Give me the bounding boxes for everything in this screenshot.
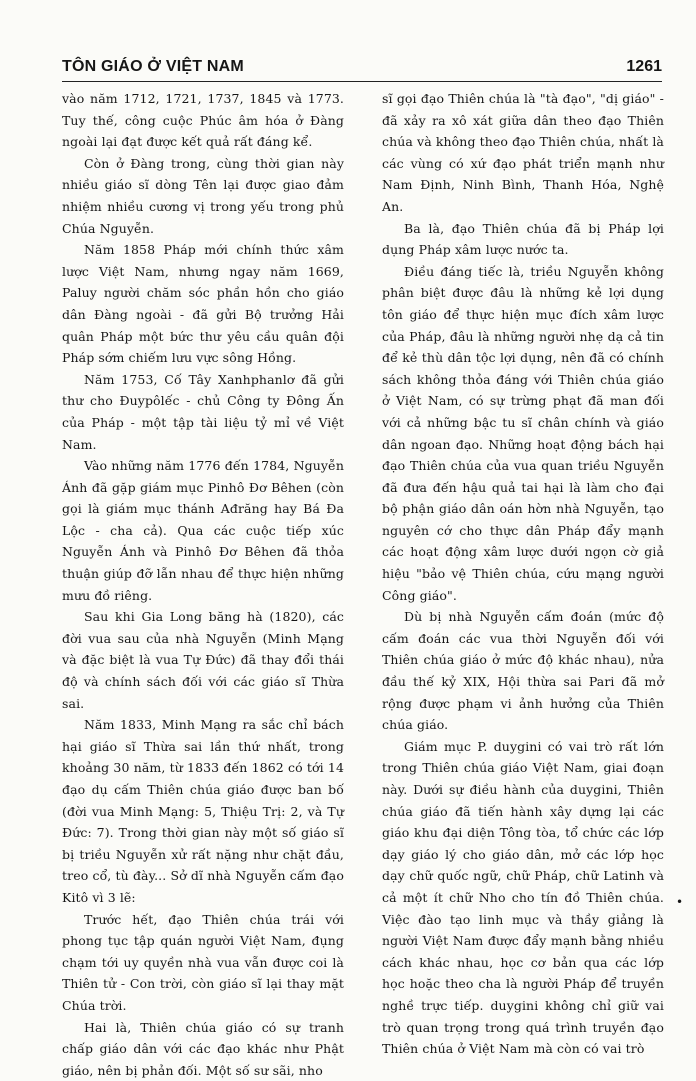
paragraph: Vào những năm 1776 đến 1784, Nguyễn Ánh đã gặp giám mục Pinhô Đơ Bêhen (còn gọi là giám mục thánh Ađrăng hay Bá Đa Lộc - cha cả). Qua các cuộc tiếp xúc Nguyễn Ánh và Pinhô Đơ Bêhen đã thỏa thuận giúp đỡ lẫn nhau để thực hiện những mưu đồ riêng. [62,458,344,603]
paragraph: Còn ở Đàng trong, cùng thời gian này nhiều giáo sĩ dòng Tên lại được giao đảm nhiệm nhiều cương vị trong yếu trong phủ Chúa Nguyễn. [62,155,344,236]
paragraph: sĩ gọi đạo Thiên chúa là "tà đạo", "dị giáo" - đã xảy ra xô xát giữa dân theo đạo Thiên chúa và không theo đạo Thiên chúa, nhất là các vùng có xứ đạo phát triển mạnh như Nam Định, Ninh Bình, Thanh Hóa, Nghệ An. [382,91,664,214]
page-number: 1261 [626,58,662,75]
running-header [62,54,662,80]
paragraph: Năm 1753, Cố Tây Xanhphanlơ đã gửi thư cho Đuypôlếc - chủ Công ty Đông Ấn của Pháp - một tập tài liệu tỷ mỉ về Việt Nam. [62,371,344,452]
header-rule [62,81,662,82]
paragraph: Năm 1833, Minh Mạng ra sắc chỉ bách hại giáo sĩ Thừa sai lần thứ nhất, trong khoảng 30 năm, từ 1833 đến 1862 có tới 14 đạo dụ cấm Thiên chúa giáo được ban bố (đời vua Minh Mạng: 5, Thiệu Trị: 2, và Tự Đức: 7). Trong thời gian này một số giáo sĩ bị triều Nguyễn xử rất nặng như chặt đầu, treo cổ, tù đày... Sở dĩ nhà Nguyễn cấm đạo Kitô vì 3 lẽ: [62,717,344,905]
paragraph: Sau khi Gia Long băng hà (1820), các đời vua sau của nhà Nguyễn (Minh Mạng và đặc biệt là vua Tự Đức) đã thay đổi thái độ và chính sách đối với các giáo sĩ Thừa sai. [62,609,344,711]
paragraph: Trước hết, đạo Thiên chúa trái với phong tục tập quán người Việt Nam, đụng chạm tới uy quyền nhà vua vẫn được coi là Thiên tử - Con trời, còn giáo sĩ lại thay mặt Chúa trời. [62,911,344,1013]
paragraph: Giám mục P. duygini có vai trò rất lớn trong Thiên chúa giáo Việt Nam, giai đoạn này. Dưới sự điều hành của duygini, Thiên chúa giáo đã tiến hành xây dựng lại các giáo khu đại diện Tông tòa, tổ chức các lớp dạy giáo lý cho giáo dân, mở các lớp học dạy chữ quốc ngữ, chữ Pháp, chữ Latinh và cả một ít chữ Nho cho tín đồ Thiên chúa. Việc đào tạo linh mục và thầy giảng là người Việt Nam được đẩy mạnh bằng nhiều cách khác nhau, học cơ bản qua các lớp học hoặc theo cha là người Pháp để truyền nghề trực tiếp. duygini không chỉ giữ vai trò quan trọng trong quá trình truyền đạo Thiên chúa ở Việt Nam mà còn có vai trò [382,738,664,1057]
paragraph: Hai là, Thiên chúa giáo có sự tranh chấp giáo dân với các đạo khác như Phật giáo, nên bị phản đối. Một số sư sãi, nho [62,1019,344,1078]
margin-dot: • [676,895,684,909]
paragraph: Năm 1858 Pháp mới chính thức xâm lược Việt Nam, nhưng ngay năm 1669, Paluy người chăm sóc phần hồn cho giáo dân Đàng ngoài - đã gửi Bộ trưởng Hải quân Pháp một bức thư yêu cầu quân đội Pháp sớm chiếm lưu vực sông Hồng. [62,242,344,366]
left-column [62,88,344,1078]
paragraph: Điều đáng tiếc là, triều Nguyễn không phân biệt được đâu là những kẻ lợi dụng tôn giáo để thực hiện mục đích xâm lược của Pháp, đâu là những người nhẹ dạ cả tin để kẻ thù dân tộc lợi dụng, nên đã có chính sách không thỏa đáng với Thiên chúa giáo ở Việt Nam, có sự trừng phạt đã man đối với cả những bậc tu sĩ chân chính và giáo dân ngoan đạo. Những hoạt động bách hại đạo Thiên chúa của vua quan triều Nguyễn đã đưa đến hậu quả tai hại là làm cho đại bộ phận giáo dân oán hờn nhà Nguyễn, tạo nguyên cớ cho thực dân Pháp đẩy mạnh các hoạt động xâm lược dưới ngọn cờ giả hiệu "bảo vệ Thiên chúa, cứu mạng người Công giáo". [382,263,664,603]
paragraph: vào năm 1712, 1721, 1737, 1845 và 1773. Tuy thế, công cuộc Phúc âm hóa ở Đàng ngoài lại đạt được kết quả rất đáng kể. [62,91,344,150]
right-column [382,88,664,1057]
running-title: TÔN GIÁO Ở VIỆT NAM [62,58,244,75]
paragraph: Dù bị nhà Nguyễn cấm đoán (mức độ cấm đoán các vua thời Nguyễn đối với Thiên chúa giáo ở mức độ khác nhau), nửa đầu thế kỷ XIX, Hội thừa sai Pari đã mở rộng được phạm vi ảnh hưởng của Thiên chúa giáo. [382,609,664,733]
paragraph: Ba là, đạo Thiên chúa đã bị Pháp lợi dụng Pháp xâm lược nước ta. [382,220,664,258]
